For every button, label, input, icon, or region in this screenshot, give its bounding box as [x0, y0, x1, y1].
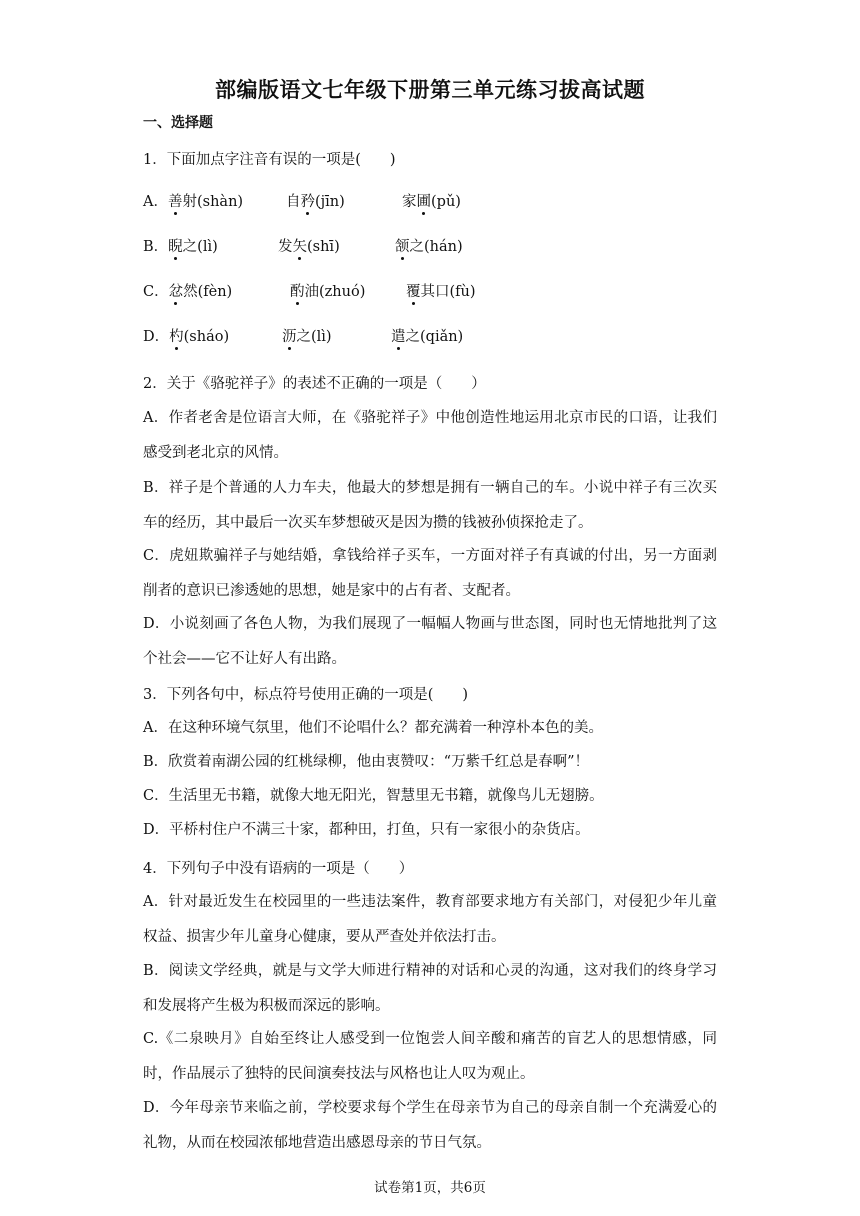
q4-option-b: B．阅读文学经典，就是与文学大师进行精神的对话和心灵的沟通，这对我们的终身学习和发展将产生极为积极而深远的影响。: [143, 963, 717, 1014]
q1-b-item-1: 睨之(lì): [168, 239, 218, 255]
page-title: 部编版语文七年级下册第三单元练习拔高试题: [215, 78, 645, 102]
q3-option-c: C．生活里无书籍，就像大地无阳光，智慧里无书籍，就像鸟儿无翅膀。: [143, 788, 604, 804]
q1-a-item-3: 家圃(pǔ): [402, 194, 461, 210]
q1-option-c: [143, 280, 476, 301]
q1-option-b: [143, 235, 463, 256]
q2-option-b: B．祥子是个普通的人力车夫，他最大的梦想是拥有一辆自己的车。小说中祥子有三次买车的经历，其中最后一次买车梦想破灭是因为攒的钱被孙侦探抢走了。: [143, 480, 717, 531]
q1-c-item-3: 覆其口(fù): [406, 284, 476, 300]
q3-option-a: A．在这种环境气氛里，他们不论唱什么？都充满着一种淳朴本色的美。: [143, 720, 603, 736]
q1-option-d: [143, 325, 464, 346]
option-label: C．: [143, 284, 169, 300]
q1-a-item-2: 自矜(jīn): [286, 194, 345, 210]
q1-d-item-2: 沥之(lì): [282, 329, 332, 345]
q1-b-item-3: 颔之(hán): [395, 239, 463, 255]
q2-option-a: A．作者老舍是位语言大师，在《骆驼祥子》中他创造性地运用北京市民的口语，让我们感受到老北京的风情。: [143, 410, 717, 461]
option-label: B．: [143, 239, 169, 255]
q4-option-d: D．今年母亲节来临之前，学校要求每个学生在母亲节为自己的母亲自制一个充满爱心的礼物，从而在校园浓郁地营造出感恩母亲的节日气氛。: [143, 1100, 717, 1151]
q3-option-b: B．欣赏着南湖公园的红桃绿柳，他由衷赞叹：“万紫千红总是春啊”！: [143, 754, 589, 770]
q2-option-c: C．虎妞欺骗祥子与她结婚，拿钱给祥子买车，一方面对祥子有真诚的付出，另一方面剥削者的意识已渗透她的思想，她是家中的占有者、支配者。: [143, 548, 717, 599]
q4-option-c: C.《二泉映月》自始至终让人感受到一位饱尝人间辛酸和痛苦的盲艺人的思想情感，同时，作品展示了独特的民间演奏技法与风格也让人叹为观止。: [143, 1031, 717, 1082]
q4-stem: 4．下列句子中没有语病的一项是（ ）: [143, 861, 414, 877]
option-label: A．: [143, 194, 168, 210]
q1-c-item-2: 酌油(zhuó): [290, 284, 366, 300]
page-footer: 试卷第1页，共6页: [374, 1180, 486, 1196]
q1-stem: 1．下面加点字注音有误的一项是( ): [143, 152, 396, 168]
section-heading: 一、选择题: [143, 115, 213, 131]
q1-b-item-2: 发矢(shī): [278, 239, 340, 255]
q2-stem: 2．关于《骆驼祥子》的表述不正确的一项是（ ）: [143, 376, 486, 392]
q3-stem: 3．下列各句中，标点符号使用正确的一项是( ): [143, 687, 469, 703]
q3-option-d: D．平桥村住户不满三十家，都种田，打鱼，只有一家很小的杂货店。: [143, 822, 590, 838]
q1-a-item-1: 善射(shàn): [167, 194, 244, 210]
q1-option-a: [143, 190, 461, 211]
q4-option-a: A．针对最近发生在校园里的一些违法案件，教育部要求地方有关部门，对侵犯少年儿童权益、损害少年儿童身心健康，要从严查处并依法打击。: [143, 894, 717, 945]
q1-d-item-3: 遣之(qiǎn): [391, 329, 464, 345]
q2-option-d: D．小说刻画了各色人物，为我们展现了一幅幅人物画与世态图，同时也无情地批判了这个社会——它不让好人有出路。: [143, 616, 717, 667]
q1-d-item-1: 杓(sháo): [169, 329, 230, 345]
option-label: D．: [143, 329, 170, 345]
q1-c-item-1: 忿然(fèn): [168, 284, 233, 300]
